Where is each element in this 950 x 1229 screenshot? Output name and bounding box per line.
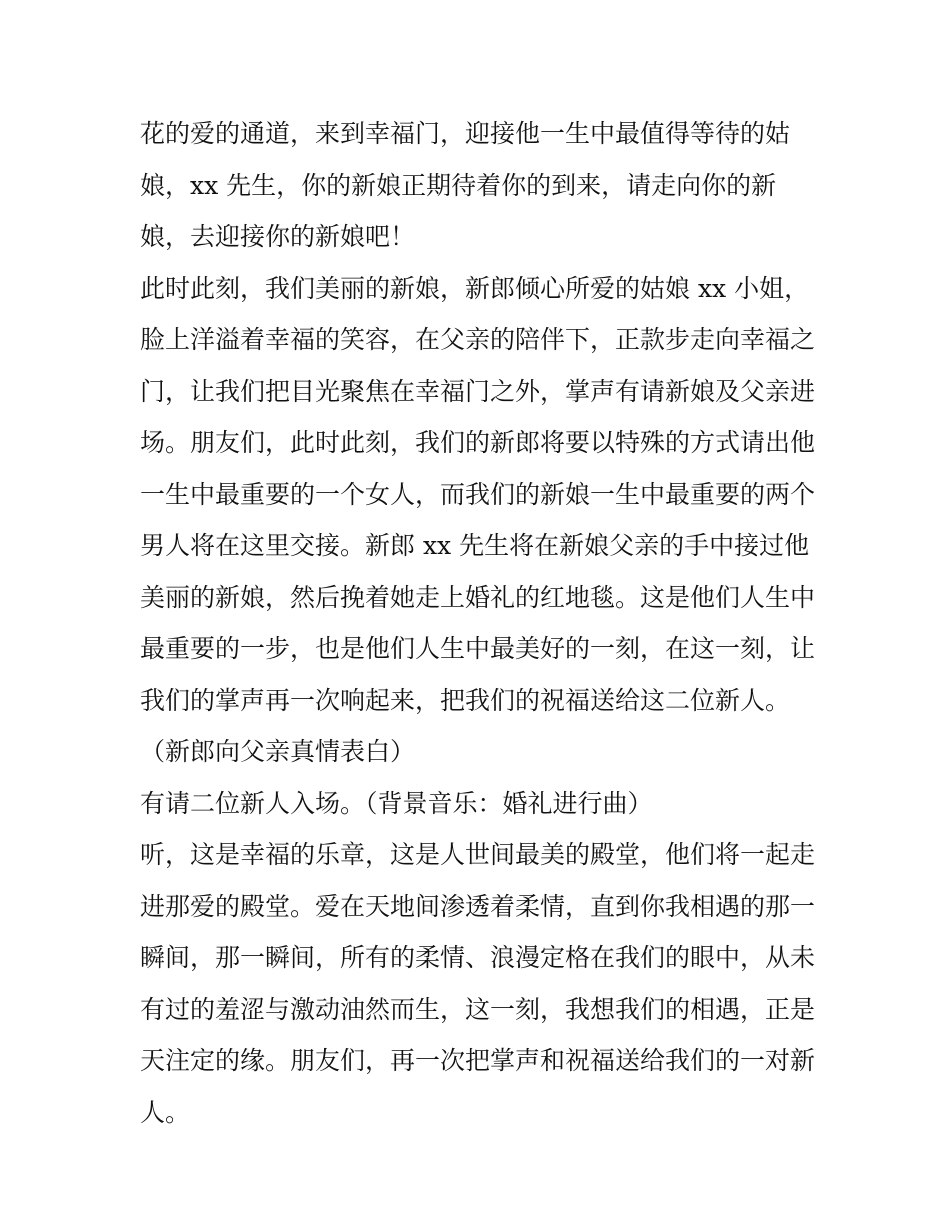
text-line: 此时此刻，我们美丽的新娘，新郎倾心所爱的姑娘 xx 小姐， — [140, 273, 810, 303]
body-text — [140, 108, 830, 1138]
text-line: （新郎向父亲真情表白） — [140, 737, 416, 766]
text-line: 进那爱的殿堂。爱在天地间渗透着柔情，直到你我相遇的那一 — [140, 891, 816, 921]
text-line: 美丽的新娘，然后挽着她走上婚礼的红地毯。这是他们人生中 — [140, 582, 816, 612]
text-line: 天注定的缘。朋友们，再一次把掌声和祝福送给我们的一对新 — [140, 1046, 816, 1075]
text-line: 娘，去迎接你的新娘吧！ — [140, 222, 416, 251]
text-line: 男人将在这里交接。新郎 xx 先生将在新娘父亲的手中接过他 — [140, 531, 810, 560]
text-line: 场。朋友们，此时此刻，我们的新郎将要以特殊的方式请出他 — [140, 428, 816, 457]
text-line: 瞬间，那一瞬间，所有的柔情、浪漫定格在我们的眼中，从未 — [140, 943, 816, 972]
text-line: 门，让我们把目光聚焦在幸福门之外，掌声有请新娘及父亲进 — [140, 376, 816, 406]
text-line: 有过的羞涩与激动油然而生，这一刻，我想我们的相遇，正是 — [140, 994, 816, 1024]
text-line: 一生中最重要的一个女人，而我们的新娘一生中最重要的两个 — [140, 479, 816, 509]
text-line: 听，这是幸福的乐章，这是人世间最美的殿堂，他们将一起走 — [140, 840, 816, 869]
text-line: 最重要的一步，也是他们人生中最美好的一刻，在这一刻，让 — [140, 634, 816, 663]
text-line: 人。 — [140, 1097, 191, 1127]
text-line: 有请二位新人入场。（背景音乐：婚礼进行曲） — [140, 788, 653, 818]
text-line: 脸上洋溢着幸福的笑容，在父亲的陪伴下，正款步走向幸福之 — [140, 325, 816, 354]
text-line: 花的爱的通道，来到幸福门，迎接他一生中最值得等待的姑 — [140, 119, 791, 148]
text-line: 娘，xx 先生，你的新娘正期待着你的到来，请走向你的新 — [140, 170, 777, 200]
text-line: 我们的掌声再一次响起来，把我们的祝福送给这二位新人。 — [140, 685, 791, 715]
